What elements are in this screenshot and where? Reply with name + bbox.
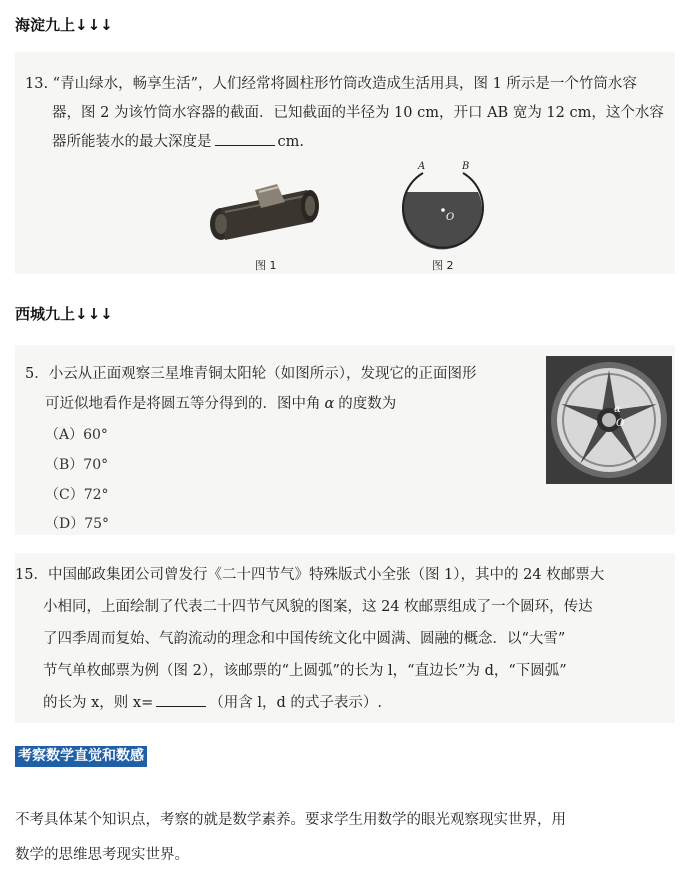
option-b: （B）70° <box>45 457 109 473</box>
section-heading-xicheng: 西城九上↓↓↓ <box>15 305 113 323</box>
q15-line-2: 小相同，上面绘制了代表二十四节气风貌的图案，这 24 枚邮票组成了一个圆环，传达 <box>43 599 593 615</box>
bamboo-container-figure <box>205 172 325 252</box>
q5-line-2-end: 的度数为 <box>338 396 397 412</box>
q15-line-5-end: （用含 l，d 的式子表示）. <box>209 695 382 711</box>
q13-line-3 <box>52 130 304 151</box>
option-c: （C）72° <box>45 487 109 503</box>
q5-line-1: 5．小云从正面观察三星堆青铜太阳轮（如图所示），发现它的正面图形 <box>25 366 477 382</box>
label-A: A <box>418 161 426 172</box>
q13-line-2: 器，图 2 为该竹筒水容器的截面．已知截面的半径为 10 cm，开口 AB 宽为 12 cm，这个水容 <box>52 105 664 121</box>
highlight-tag: 考察数学直觉和数感 <box>15 746 147 767</box>
fig2-caption: 图 2 <box>432 259 454 272</box>
q15-line-5-text: 的长为 x，则 x= <box>43 695 154 711</box>
label-O-wheel: O <box>616 418 625 429</box>
q5-line-2 <box>45 392 396 413</box>
q15-line-5 <box>43 691 382 712</box>
label-B: B <box>462 161 470 172</box>
q13-line-3-text: 器所能装水的最大深度是 <box>52 134 212 150</box>
sun-wheel-photo <box>546 356 672 484</box>
fig1-caption: 图 1 <box>255 259 277 272</box>
q5-line-2-text: 可近似地看作是将圆五等分得到的．图中角 <box>45 396 321 412</box>
option-d: （D）75° <box>45 516 110 532</box>
q15-line-3: 了四季周而复始、气韵流动的理念和中国传统文化中圆满、圆融的概念．以“大雪” <box>43 631 566 647</box>
cross-section-figure <box>398 160 488 255</box>
answer-blank <box>156 694 206 707</box>
q15-line-1: 15．中国邮政集团公司曾发行《二十四节气》特殊版式小全张（图 1），其中的 24 枚邮票大 <box>15 567 605 583</box>
section-heading-haidian: 海淀九上↓↓↓ <box>15 16 113 34</box>
q13-unit: cm. <box>277 134 304 150</box>
label-alpha: α <box>614 404 621 415</box>
paragraph-line-2: 数学的思维思考现实世界。 <box>15 847 189 863</box>
answer-blank <box>215 133 275 146</box>
label-O: O <box>446 212 455 223</box>
option-a: （A）60° <box>45 427 108 443</box>
paragraph-line-1: 不考具体某个知识点，考察的就是数学素养。要求学生用数学的眼光观察现实世界，用 <box>15 812 566 828</box>
q15-line-4: 节气单枚邮票为例（图 2），该邮票的“上圆弧”的长为 l，“直边长”为 d，“下圆弧” <box>43 663 567 679</box>
alpha-symbol: α <box>324 396 335 412</box>
q13-line-1: 13. “青山绿水，畅享生活”，人们经常将圆柱形竹筒改造成生活用具，图 1 所示是一个竹筒水容 <box>25 76 637 92</box>
